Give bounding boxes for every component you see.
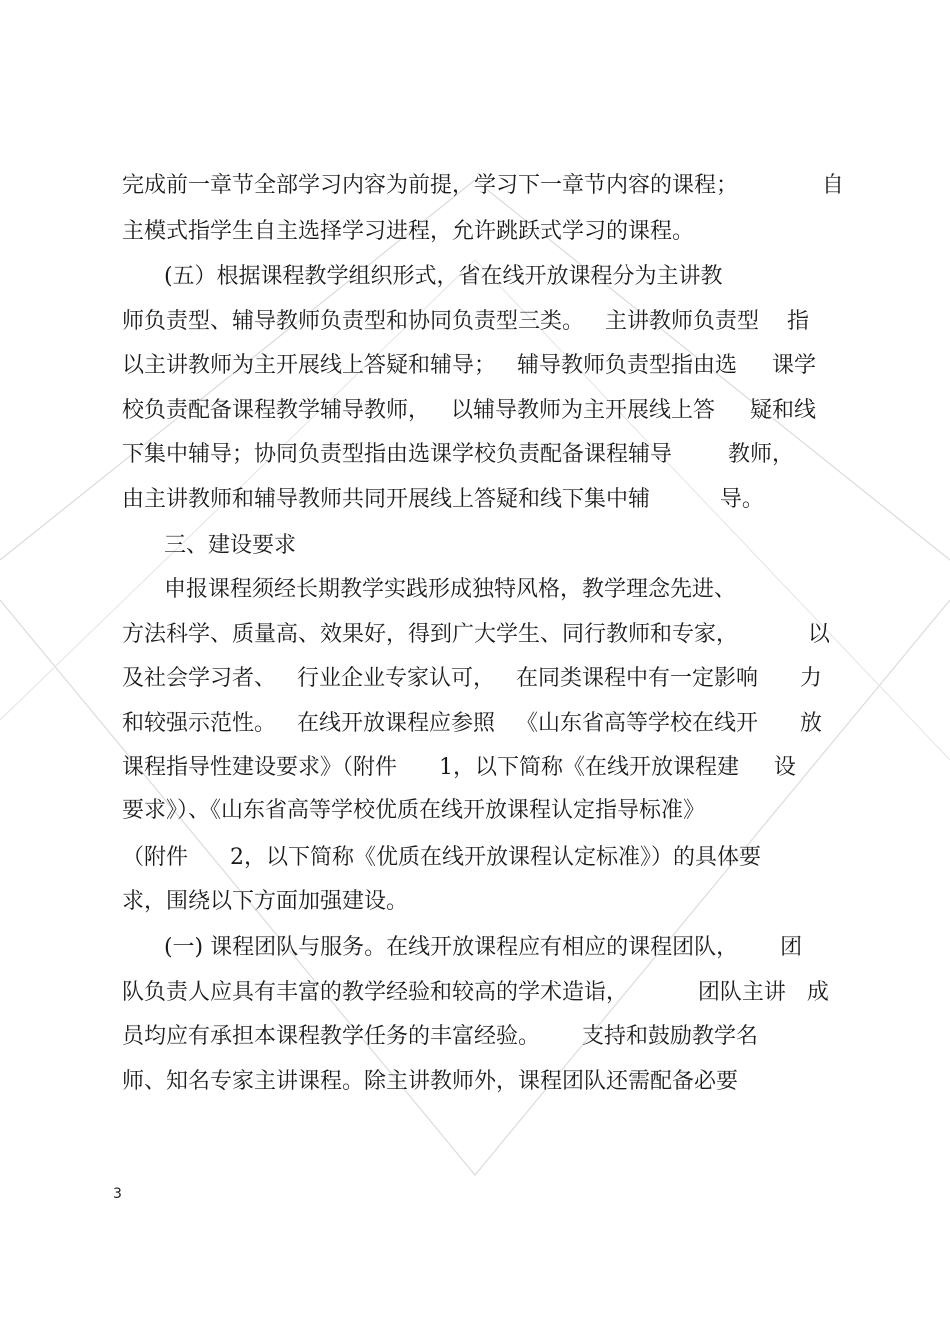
text-line: 校负责配备课程教学辅导教师， 以辅导教师为主开展线上答 疑和线 — [122, 398, 816, 423]
text-line: 求，围绕以下方面加强建设。 — [122, 889, 409, 914]
section-heading: 三、建设要求 — [122, 533, 296, 558]
text-line: 员均应有承担本课程教学任务的丰富经验。 支持和鼓励教学名 — [122, 1024, 758, 1049]
text-line: 方法科学、质量高、效果好，得到广大学生、同行教师和专家， 以 — [122, 622, 830, 647]
text-line: 师、知名专家主讲课程。除主讲教师外，课程团队还需配备必要 — [122, 1069, 739, 1094]
text-line: 和较强示范性。 在线开放课程应参照 《山东省高等学校在线开 放 — [122, 711, 822, 736]
text-line: 完成前一章节全部学习内容为前提，学习下一章节内容的课程； 自 — [122, 173, 844, 198]
text-line: 主模式指学生自主选择学习进程，允许跳跃式学习的课程。 — [122, 219, 695, 244]
text-line: 及社会学习者、 行业企业专家认可， 在同类课程中有一定影响 力 — [122, 666, 822, 691]
text-line: 以主讲教师为主开展线上答疑和辅导； 辅导教师负责型指由选 课学 — [122, 353, 816, 378]
text-line: 下集中辅导；协同负责型指由选课学校负责配备课程辅导 教师， — [122, 442, 794, 467]
text-line: （附件 2，以下简称《优质在线开放课程认定标准》）的具体要 — [122, 845, 761, 870]
text-line: 由主讲教师和辅导教师共同开展线上答疑和线下集中辅 导。 — [122, 487, 764, 512]
text-line: (一) 课程团队与服务。在线开放课程应有相应的课程团队， 团 — [122, 935, 803, 960]
text-line: (五）根据课程教学组织形式，省在线开放课程分为主讲教 — [122, 264, 723, 289]
page-number: 3 — [113, 1186, 122, 1202]
text-line: 师负责型、辅导教师负责型和协同负责型三类。 主讲教师负责型 指 — [122, 309, 809, 334]
text-line: 申报课程须经长期教学实践形成独特风格，教学理念先进、 — [122, 577, 736, 602]
text-line: 要求》）、《山东省高等学校优质在线开放课程认定指导标准》 — [122, 798, 706, 823]
text-line: 课程指导性建设要求》（附件 1，以下简称《在线开放课程建 设 — [122, 755, 796, 780]
text-line: 队负责人应具有丰富的教学经验和较高的学术造诣， 团队主讲 成 — [122, 980, 829, 1005]
